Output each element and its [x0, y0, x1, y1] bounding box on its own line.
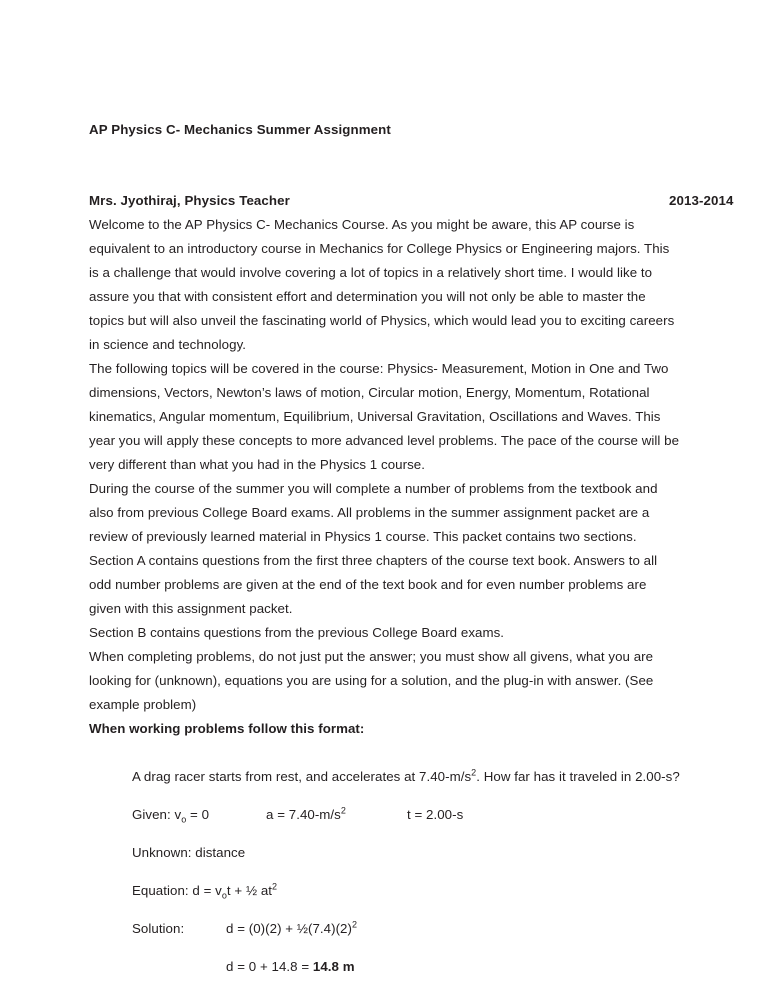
solution-expression-text: d = (0)(2) + ½(7.4)(2): [226, 921, 352, 936]
byline: [89, 189, 734, 213]
format-heading: When working problems follow this format:: [89, 721, 365, 736]
equation-subscript: o: [221, 890, 227, 901]
solution-line-2: [132, 955, 681, 979]
document-body: [89, 118, 734, 979]
given-time: t = 2.00-s: [407, 807, 464, 822]
solution-result-prefix: d = 0 + 14.8 =: [226, 959, 313, 974]
given-subscript: o: [181, 814, 187, 825]
given-value: = 0: [186, 807, 210, 822]
unknown-line: [132, 841, 681, 865]
equation-expression: [132, 879, 277, 903]
example-statement: [132, 765, 681, 789]
page-title: AP Physics C- Mechanics Summer Assignment: [89, 122, 391, 137]
solution-label: Solution:: [132, 921, 185, 936]
byline-wrap: [89, 189, 734, 213]
example-statement-superscript: 2: [471, 767, 477, 778]
solution-result: [226, 955, 355, 979]
given-acceleration-text: a = 7.40-m/s: [266, 807, 341, 822]
equation-superscript: 2: [272, 881, 278, 892]
given-line: [132, 803, 681, 827]
paragraph-topics: The following topics will be covered in the course: Physics- Measurement, Motion in One and Two dimensions, Vectors, Newton’s laws of motion, Circular motion, Energy, Momentum, Rotational kinematics, Angular momentum, Equilibrium, Universal Gravitation, Oscillations and Waves. This year you will apply these concepts to more advanced level problems. The pace of the course will be very different than what you had in the Physics 1 course.: [89, 361, 680, 472]
equation-label: Equation: d = v: [132, 883, 222, 898]
paragraph-section-b: Section B contains questions from the previous College Board exams.: [89, 625, 505, 640]
given-initial-velocity: [132, 803, 209, 827]
school-year: 2013-2014: [669, 193, 734, 208]
example-statement-text-1: A drag racer starts from rest, and accelerates at 7.40-m/s: [132, 769, 472, 784]
paragraph-welcome: Welcome to the AP Physics C- Mechanics Course. As you might be aware, this AP course is equivalent to an introductory course in Mechanics for College Physics or Engineering majors. This is a challenge that would involve covering a lot of topics in a relatively short time. I would like to assure you that with consistent effort and determination you will not only be able to master the topics but will also unveil the fascinating world of Physics, which would lead you to exciting careers in science and technology.: [89, 217, 675, 352]
example-problem: [89, 765, 681, 979]
paragraph-instructions: When completing problems, do not just put the answer; you must show all givens, what you are looking for (unknown), equations you are using for a solution, and the plug-in with answer. (See example problem): [89, 649, 654, 712]
example-statement-text-2: . How far has it traveled in 2.00-s?: [476, 769, 680, 784]
paragraph-summer-work: During the course of the summer you will complete a number of problems from the textbook and also from previous College Board exams. All problems in the summer assignment packet are a review of previously learned material in Physics 1 course. This packet contains two sections. Section A contains questions from the first three chapters of the course text book. Answers to all odd number problems are given at the end of the text book and for even number problems are given with this assignment packet.: [89, 481, 658, 616]
equation-line: [132, 879, 681, 903]
solution-line-1: [132, 917, 681, 941]
solution-expression: [226, 917, 357, 941]
given-acceleration: [266, 803, 346, 827]
unknown-text: Unknown: distance: [132, 845, 246, 860]
given-acceleration-superscript: 2: [340, 805, 346, 816]
solution-final-answer: 14.8 m: [312, 959, 355, 974]
given-label: Given: v: [132, 807, 182, 822]
equation-rest: t + ½ at: [226, 883, 273, 898]
solution-expression-superscript: 2: [352, 919, 358, 930]
author-name: Mrs. Jyothiraj, Physics Teacher: [89, 193, 290, 208]
